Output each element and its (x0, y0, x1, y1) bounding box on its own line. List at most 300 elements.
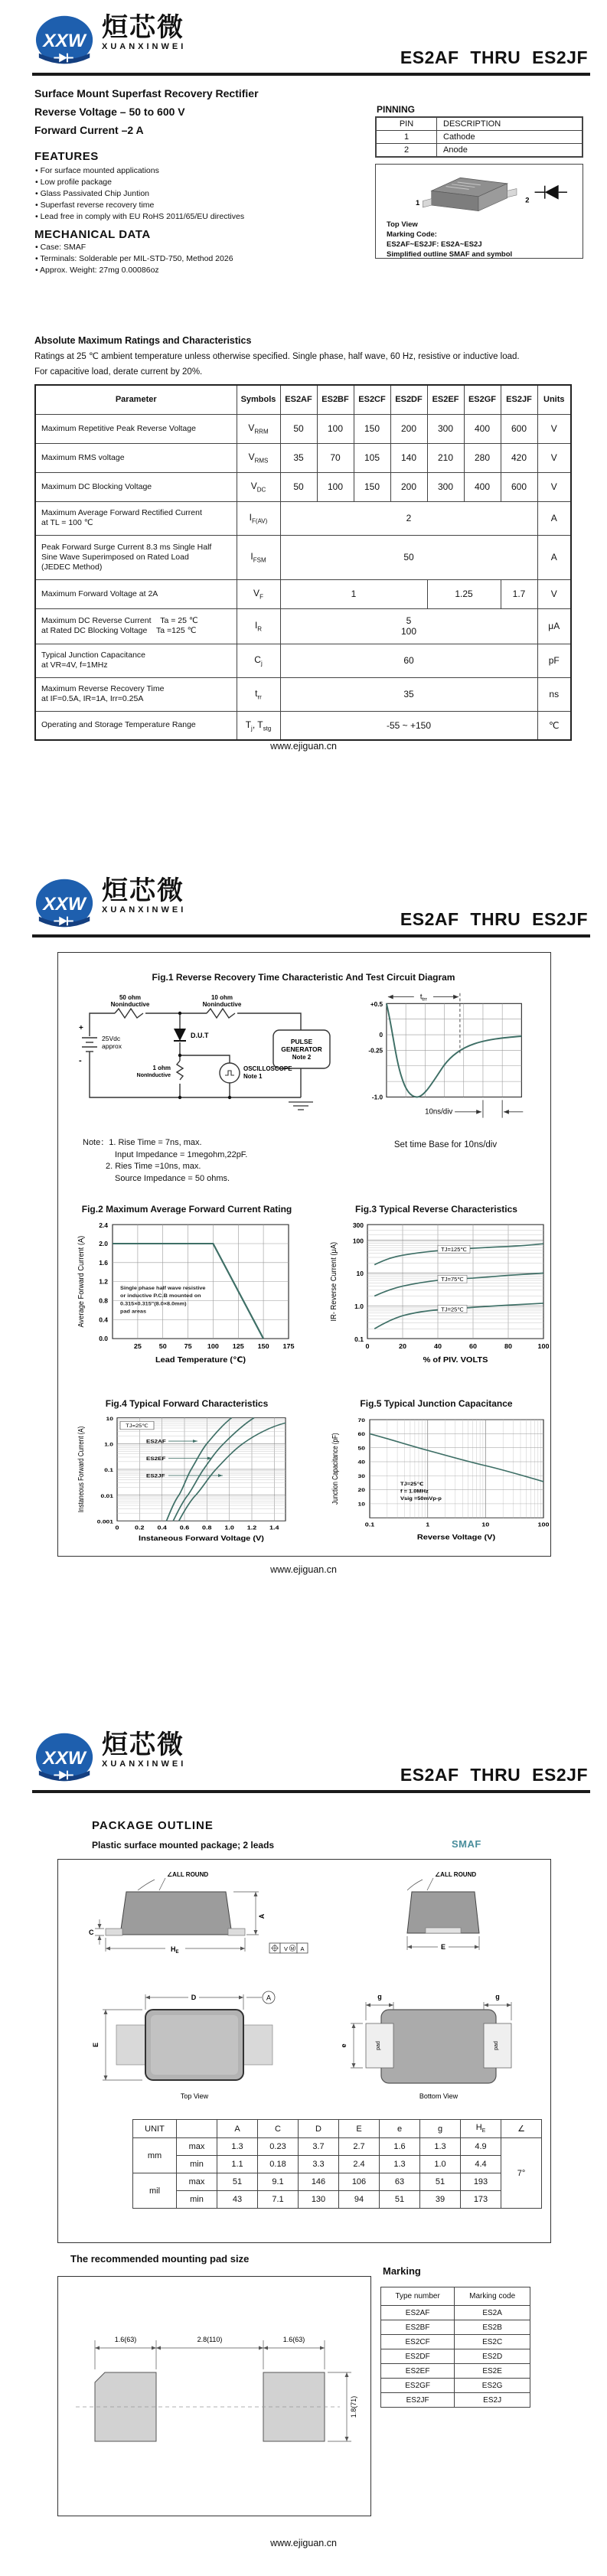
dim-value: 51 (217, 2173, 258, 2191)
table-row (35, 472, 571, 501)
pin-number: 2 (376, 144, 437, 158)
x-axis-label: % of PIV. VOLTS (423, 1355, 488, 1365)
ytick: 0.4 (99, 1316, 108, 1324)
pad-dim-mid: 2.8(110) (197, 2336, 223, 2343)
footer-url: www.ejiguan.cn (270, 741, 337, 752)
dim-value: 2.7 (339, 2138, 380, 2156)
top-view-caption: Top View (180, 2092, 209, 2100)
package-preview-box (375, 164, 583, 259)
dim-col-header: C (258, 2120, 299, 2138)
features-title: FEATURES (34, 150, 99, 163)
package-caption (387, 220, 512, 259)
pin-description: Cathode (437, 131, 583, 144)
xtick: 0.8 (202, 1524, 212, 1531)
unit-col-header: UNIT (133, 2120, 177, 2138)
mounting-pad-box (57, 2276, 371, 2516)
parameter-cell: Maximum Average Forward Rectified Current at TL = 100 ℃ (35, 501, 237, 535)
xtick: 1.2 (246, 1524, 257, 1531)
value-cell: 300 (427, 414, 464, 443)
dim-col-header-angle: ∠ (501, 2120, 542, 2138)
battery-plus-label: + (79, 1024, 83, 1032)
symbol-cell: $I_{F(AV)}$ (237, 501, 280, 535)
value-cell: 50 (280, 535, 537, 579)
wave-ytick: -1.0 (371, 1094, 383, 1101)
ytick: 100 (352, 1237, 364, 1245)
table-row (381, 2349, 530, 2364)
table-row (376, 131, 583, 144)
value-cell: 280 (464, 443, 501, 472)
value-cell: 100 (317, 414, 354, 443)
chart-note: 0.315×0.315"(8.0×8.0mm) (120, 1301, 187, 1307)
note-line: Input Impedance = 1megohm,22pF. (115, 1149, 248, 1159)
ytick: 1.2 (99, 1278, 108, 1286)
xtick: 125 (232, 1342, 244, 1351)
mechanical-item: • Terminals: Solderable per MIL-STD-750, Method 2026 (35, 253, 233, 265)
ytick: 0.0 (99, 1335, 108, 1342)
dim-value: 3.3 (299, 2156, 339, 2173)
xtick: 0.4 (157, 1524, 167, 1531)
chart-note: Single phase half wave resistive (120, 1286, 206, 1291)
summary-line: Surface Mount Superfast Recovery Rectifier (34, 87, 259, 99)
dim-d-label: D (191, 1994, 197, 2001)
marking-code: ES2E (455, 2364, 530, 2379)
marking-code-col-header: Marking code (455, 2287, 530, 2306)
type-number: ES2AF (381, 2306, 455, 2320)
minmax-col-header (177, 2120, 217, 2138)
curve-label: ES2EF (146, 1455, 166, 1462)
type-number: ES2CF (381, 2335, 455, 2349)
xtick: 20 (398, 1342, 407, 1351)
table-row (133, 2173, 542, 2191)
unit-cell: ns (537, 677, 571, 711)
chart-note: pad areas (120, 1309, 147, 1315)
value-cell: 300 (427, 472, 464, 501)
dim-value: 7.1 (258, 2191, 299, 2209)
chart-note: or inductive P.C.B mounted on (120, 1293, 201, 1299)
feature-item: • For surface mounted applications (35, 165, 244, 177)
ytick: 70 (357, 1417, 365, 1424)
footer-url: www.ejiguan.cn (270, 2538, 337, 2548)
pad-dim-left: 1.6(63) (114, 2336, 137, 2343)
dim-value: 130 (299, 2191, 339, 2209)
trr-label: $t_{trr}$ (419, 993, 427, 1003)
brand-name-chinese: 烜芯微 (102, 13, 184, 42)
ytick: 300 (352, 1222, 364, 1229)
col-header-parameter: Parameter (35, 385, 237, 414)
svg-text:V: V (284, 1945, 289, 1952)
ytick: 0.1 (104, 1466, 113, 1473)
value-cell: 1.25 (427, 579, 501, 608)
table-row (376, 117, 583, 131)
table-row (381, 2335, 530, 2349)
table-row (35, 535, 571, 579)
table-row (35, 414, 571, 443)
ytick: 0.8 (99, 1297, 108, 1305)
ytick: 10 (106, 1415, 113, 1422)
all-round-label: ∠ALL ROUND (435, 1871, 477, 1878)
col-header-es2ef: ES2EF (427, 385, 464, 414)
resistor2-label: 10 ohm (210, 994, 233, 1001)
wave-ytick: -0.25 (368, 1047, 383, 1055)
mechanical-title: MECHANICAL DATA (34, 228, 151, 241)
dim-e-label: E (440, 1943, 446, 1951)
ytick: 30 (357, 1472, 365, 1479)
dim-value: 1.6 (380, 2138, 420, 2156)
caption-line: ES2AF~ES2JF: ES2A~ES2J (387, 240, 482, 249)
pin-description: Anode (437, 144, 583, 158)
symbol-cell: $V_{RMS}$ (237, 443, 280, 472)
unit-cell: A (537, 535, 571, 579)
xtick: 0 (115, 1524, 119, 1531)
y-axis-label: Average Forward Current (A) (77, 1235, 86, 1328)
value-cell: 105 (354, 443, 390, 472)
resistor1-sublabel: Noninductive (110, 1001, 150, 1008)
curve-label: TJ=75℃ (441, 1276, 464, 1283)
ytick: 60 (357, 1430, 365, 1437)
dim-a-label: A (258, 1913, 266, 1919)
doc-title: ES2AF THRU ES2JF (400, 1765, 588, 1785)
marking-table (380, 2287, 530, 2408)
dim-col-header: e (380, 2120, 420, 2138)
logo-monogram: XXW (43, 30, 86, 51)
unit-cell: V (537, 414, 571, 443)
all-round-label: ∠ALL ROUND (167, 1871, 209, 1878)
resistor3-label: 1 ohm (152, 1065, 171, 1071)
table-row (35, 608, 571, 644)
table-row (381, 2393, 530, 2408)
col-header-es2gf: ES2GF (464, 385, 501, 414)
resistor2-sublabel: Noninductive (202, 1001, 242, 1008)
col-header-es2cf: ES2CF (354, 385, 390, 414)
timebase-label: 10ns/div (425, 1107, 453, 1117)
unit-cell: mil (133, 2173, 177, 2209)
dim-value: 1.1 (217, 2156, 258, 2173)
unit-cell: A (537, 501, 571, 535)
resistor1-label: 50 ohm (119, 994, 142, 1001)
dim-value: 51 (420, 2173, 461, 2191)
ytick: 1.6 (99, 1260, 108, 1267)
value-cell: 140 (390, 443, 427, 472)
ytick: 1.0 (104, 1441, 113, 1448)
unit-cell: V (537, 472, 571, 501)
table-row (381, 2320, 530, 2335)
xtick: 1.4 (269, 1524, 279, 1531)
minmax-cell: min (177, 2191, 217, 2209)
dim-value: 3.7 (299, 2138, 339, 2156)
dim-value: 193 (461, 2173, 501, 2191)
dim-value: 1.3 (217, 2138, 258, 2156)
summary-line: Forward Current –2 A (34, 124, 144, 136)
unit-cell: V (537, 443, 571, 472)
parameter-cell: Maximum Reverse Recovery Time at IF=0.5A, IR=1A, Irr=0.25A (35, 677, 237, 711)
xtick: 25 (133, 1342, 142, 1351)
type-number: ES2GF (381, 2379, 455, 2393)
feature-item: • Superfast reverse recovery time (35, 200, 244, 211)
ratings-title: Absolute Maximum Ratings and Characteristics (34, 335, 252, 346)
type-number: ES2EF (381, 2364, 455, 2379)
fig2-chart (73, 1216, 302, 1381)
chart-note: f = 1.0MHz (400, 1489, 429, 1495)
xtick: 100 (537, 1521, 550, 1528)
battery-voltage-sublabel: approx (102, 1042, 122, 1050)
product-summary (34, 84, 259, 139)
col-header-units: Units (537, 385, 571, 414)
dim-col-header-he: $H_E$ (461, 2120, 501, 2138)
page-3 (0, 1717, 607, 2576)
dim-value: 63 (380, 2173, 420, 2191)
fig3-title: Fig.3 Typical Reverse Characteristics (355, 1204, 517, 1215)
table-row (35, 443, 571, 472)
xtick: 10 (481, 1521, 490, 1528)
unit-cell: ℃ (537, 711, 571, 740)
brand-name-chinese: 烜芯微 (102, 876, 184, 905)
pad-dim-right: 1.6(63) (282, 2336, 305, 2343)
curve-label: TJ=25℃ (441, 1306, 464, 1313)
table-row (35, 677, 571, 711)
dim-value: 9.1 (258, 2173, 299, 2191)
chart-note: TJ=25℃ (400, 1482, 424, 1487)
x-axis-label: Instaneous Forward Voltage (V) (139, 1534, 264, 1543)
parameter-cell: Maximum RMS voltage (35, 443, 237, 472)
logo-xxw-icon (34, 14, 97, 69)
value-cell: 1.7 (501, 579, 537, 608)
dim-value: 1.3 (420, 2138, 461, 2156)
ytick: 2.4 (99, 1222, 108, 1229)
value-cell: 600 (501, 472, 537, 501)
fig4-title: Fig.4 Typical Forward Characteristics (105, 1398, 269, 1409)
symbol-cell: $t_{rr}$ (237, 677, 280, 711)
dim-col-header: g (420, 2120, 461, 2138)
dim-he-label: $H_E$ (171, 1945, 179, 1955)
marking-code: ES2D (455, 2349, 530, 2364)
value-cell: 400 (464, 414, 501, 443)
features-list (35, 165, 244, 223)
logo-xxw-icon (34, 877, 97, 932)
brand-name-latin: XUANXINWEI (102, 1759, 187, 1769)
header-rule (32, 73, 590, 76)
resistor3-sublabel: NonInductive (136, 1073, 171, 1078)
dim-c-label: C (89, 1929, 94, 1936)
dim-col-header: D (299, 2120, 339, 2138)
symbol-cell: $V_F$ (237, 579, 280, 608)
parameter-cell: Maximum DC Blocking Voltage (35, 472, 237, 501)
marking-code: ES2G (455, 2379, 530, 2393)
value-cell: -55 ~ +150 (280, 711, 537, 740)
svg-text:XXW: XXW (43, 893, 86, 915)
pulse-generator-note-label: Note 2 (292, 1054, 312, 1061)
datum-a-label: A (266, 1994, 272, 2002)
value-cell: 50 (280, 472, 317, 501)
ratings-desc-line: For capacitive load, derate current by 20%. (34, 367, 203, 377)
y-axis-label: Junction Capacitance (pF) (331, 1433, 340, 1505)
pulse-generator-label2: GENERATOR (281, 1045, 322, 1053)
value-cell: 50 (280, 414, 317, 443)
parameter-cell: Maximum Forward Voltage at 2A (35, 579, 237, 608)
dim-value: 0.23 (258, 2138, 299, 2156)
dim-value: 4.4 (461, 2156, 501, 2173)
xtick: 0.1 (364, 1521, 375, 1528)
pin-number: 1 (376, 131, 437, 144)
mechanical-item: • Case: SMAF (35, 242, 233, 253)
footer-url: www.ejiguan.cn (270, 1564, 337, 1575)
value-cell: 60 (280, 644, 537, 677)
fig1-wave-caption: Set time Base for 10ns/div (393, 1140, 498, 1149)
marking-code: ES2C (455, 2335, 530, 2349)
table-row (35, 644, 571, 677)
value-cell: 600 (501, 414, 537, 443)
table-row (381, 2306, 530, 2320)
symbol-cell: $V_{RRM}$ (237, 414, 280, 443)
value-cell: 200 (390, 414, 427, 443)
mechanical-list (35, 242, 233, 276)
caption-line: Top View (387, 220, 418, 229)
dim-value: 0.18 (258, 2156, 299, 2173)
mounting-pad-heading: The recommended mounting pad size (70, 2253, 250, 2265)
curve-label: ES2JF (146, 1472, 165, 1479)
parameter-cell: Peak Forward Surge Current 8.3 ms Single Half Sine Wave Superimposed on Rated Load (JEDEC Method) (35, 535, 237, 579)
unit-cell: V (537, 579, 571, 608)
table-row (133, 2191, 542, 2209)
pinning-table (375, 116, 583, 158)
battery-voltage-label: 25Vdc (102, 1035, 121, 1042)
col-header-es2df: ES2DF (390, 385, 427, 414)
col-header-es2bf: ES2BF (317, 385, 354, 414)
y-axis-label: Instaneous Forward Current (A) (77, 1426, 86, 1513)
parameter-cell: Operating and Storage Temperature Range (35, 711, 237, 740)
table-row (381, 2379, 530, 2393)
package-name: SMAF (452, 1838, 481, 1850)
table-row (133, 2156, 542, 2173)
dim-value: 2.4 (339, 2156, 380, 2173)
dim-value: 39 (420, 2191, 461, 2209)
fig4-chart (73, 1410, 302, 1553)
value-cell: 35 (280, 443, 317, 472)
tolerance-frame (269, 1943, 308, 1953)
dim-value: 51 (380, 2191, 420, 2209)
value-cell: 150 (354, 472, 390, 501)
y-axis-label: IR- Reverse Current (μA) (329, 1241, 339, 1322)
value-cell: 2 (280, 501, 537, 535)
xtick: 150 (257, 1342, 269, 1351)
minmax-cell: min (177, 2156, 217, 2173)
dim-e-label: E (92, 2042, 100, 2048)
x-axis-label: Lead Temperature (℃) (155, 1355, 246, 1365)
dim-value: 43 (217, 2191, 258, 2209)
col-header-es2jf: ES2JF (501, 385, 537, 414)
fig2-title: Fig.2 Maximum Average Forward Current Rating (81, 1204, 292, 1215)
xtick: 60 (468, 1342, 478, 1351)
feature-item: • Low profile package (35, 177, 244, 188)
dim-value: 173 (461, 2191, 501, 2209)
pin1-label: 1 (415, 198, 420, 207)
fig5-chart (325, 1410, 555, 1553)
ytick: 0.001 (96, 1518, 113, 1525)
header-rule (32, 934, 590, 937)
pulse-generator-label1: PULSE (290, 1038, 313, 1045)
pinning-title: PINNING (377, 104, 416, 115)
ytick: 0.01 (100, 1492, 113, 1499)
xtick: 100 (207, 1342, 219, 1351)
mounting-pad-drawing (60, 2281, 367, 2510)
svg-text:A: A (300, 1945, 305, 1952)
caption-line: Simplified outline SMAF and symbol (387, 250, 513, 259)
ytick: 2.0 (99, 1241, 108, 1248)
dim-col-header: E (339, 2120, 380, 2138)
parameter-cell: Typical Junction Capacitance at VR=4V, f=1MHz (35, 644, 237, 677)
ytick: 10 (357, 1501, 365, 1508)
value-cell: 150 (354, 414, 390, 443)
mechanical-item: • Approx. Weight: 27mg 0.00086oz (35, 265, 233, 276)
xtick: 80 (504, 1342, 513, 1351)
value-cell: 200 (390, 472, 427, 501)
table-row (35, 711, 571, 740)
value-cell: 210 (427, 443, 464, 472)
table-row (35, 579, 571, 608)
table-row (133, 2138, 542, 2156)
table-row (376, 144, 583, 158)
ytick: 0.1 (354, 1336, 364, 1343)
chart-note: TJ=25℃ (126, 1423, 148, 1429)
ytick: 50 (357, 1445, 365, 1452)
symbol-cell: $V_{DC}$ (237, 472, 280, 501)
dim-value: 1.0 (420, 2156, 461, 2173)
table-header-row (35, 385, 571, 414)
type-number: ES2JF (381, 2393, 455, 2408)
table-row (35, 501, 571, 535)
unit-cell: mm (133, 2138, 177, 2173)
note-line: 2. Ries Time =10ns, max. (106, 1162, 201, 1171)
parameter-cell: Maximum Repetitive Peak Reverse Voltage (35, 414, 237, 443)
angle-value: 7° (501, 2138, 542, 2209)
brand-name-latin: XUANXINWEI (102, 905, 187, 915)
pad-label: pad (494, 2041, 499, 2050)
doc-title: ES2AF THRU ES2JF (400, 909, 588, 929)
description-col-header: DESCRIPTION (437, 117, 583, 131)
wave-ytick: 0 (379, 1031, 383, 1039)
x-axis-label: Reverse Voltage (V) (416, 1534, 496, 1542)
minmax-cell: max (177, 2173, 217, 2191)
brand-logo (34, 1731, 186, 1786)
battery-minus-label: - (79, 1056, 82, 1065)
dim-value: 146 (299, 2173, 339, 2191)
type-number: ES2BF (381, 2320, 455, 2335)
xtick: 100 (537, 1342, 550, 1351)
dim-g-label: g (377, 1993, 382, 2000)
wave-ytick: +0.5 (370, 1001, 383, 1009)
curve-label: TJ=125℃ (441, 1246, 467, 1254)
value-cell: 5 100 (280, 608, 537, 644)
fig3-chart (325, 1216, 555, 1381)
pad-dim-vertical: 1.8(71) (350, 2395, 357, 2418)
xtick: 0.2 (135, 1524, 145, 1531)
pin-col-header: PIN (376, 117, 437, 131)
dim-value: 4.9 (461, 2138, 501, 2156)
page-1 (0, 0, 607, 859)
marking-code: ES2A (455, 2306, 530, 2320)
outline-box (57, 1859, 551, 2243)
marking-heading: Marking (383, 2265, 421, 2277)
feature-item: • Lead free in comply with EU RoHS 2011/65/EU directives (35, 211, 244, 223)
parameter-cell: Maximum DC Reverse Current Ta = 25 ℃ at Rated DC Blocking Voltage Ta =125 ℃ (35, 608, 237, 644)
xtick: 0.6 (179, 1524, 190, 1531)
fig1-test-circuit-diagram (73, 990, 337, 1122)
marking-code: ES2B (455, 2320, 530, 2335)
dim-col-header: A (217, 2120, 258, 2138)
package-outline-drawing (69, 1867, 540, 2114)
table-row (381, 2364, 530, 2379)
note-line: Note：1. Rise Time = 7ns, max. (83, 1138, 202, 1147)
unit-cell: μA (537, 608, 571, 644)
